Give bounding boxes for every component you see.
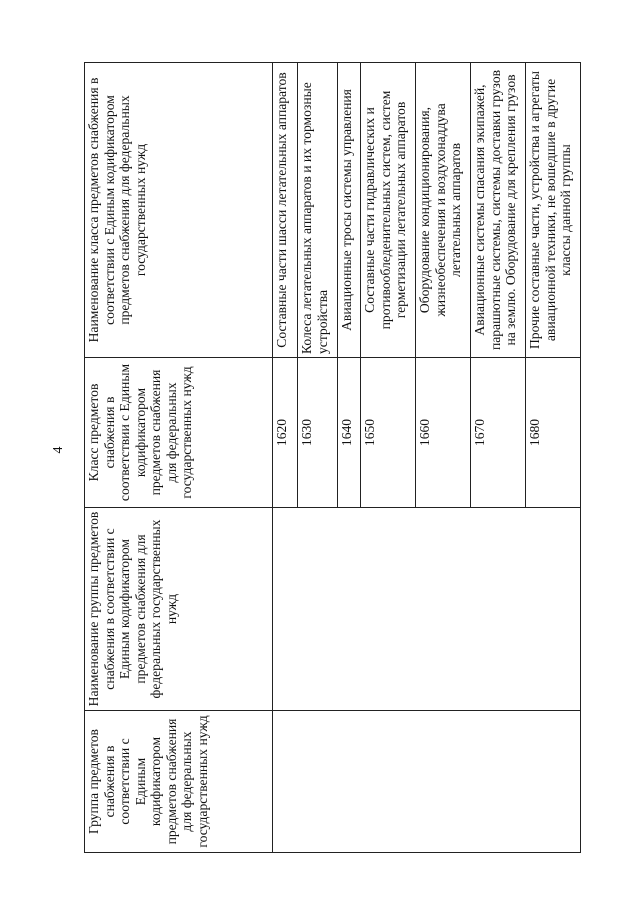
header-group: Группа предметов снабжения в соответствии с Единым кодификатором предметов снабжения для федеральных государственных нужд <box>85 711 273 853</box>
table-header-row <box>85 63 273 853</box>
class-name: Составные части гидравлических и противообледенительных систем, систем герметизации летательных аппаратов <box>361 63 416 358</box>
class-code: 1660 <box>416 358 471 508</box>
header-class-name: Наименование класса предметов снабжения в соответствии с Единым кодификатором предметов снабжения для федеральных государственных нужд <box>85 63 273 358</box>
header-group-name: Наименование группы предметов снабжения в соответствии с Единым кодификатором предметов снабжения для федеральных государственных нужд <box>85 508 273 711</box>
class-code: 1640 <box>338 358 361 508</box>
class-code: 1670 <box>471 358 526 508</box>
class-name: Колеса летательных аппаратов и их тормозные устройства <box>298 63 338 358</box>
class-code: 1680 <box>526 358 581 508</box>
header-class: Класс предметов снабжения в соответствии с Единым кодификатором предметов снабжения для федеральных государственных нужд <box>85 358 273 508</box>
table-row <box>273 63 298 853</box>
supply-classification-table <box>84 62 581 853</box>
class-code: 1650 <box>361 358 416 508</box>
group-name-cell <box>273 508 581 711</box>
class-name: Оборудование кондиционирования, жизнеобеспечения и воздухонаддува летательных аппаратов <box>416 63 471 358</box>
class-name: Авиационные системы спасания экипажей, парашютные системы, системы доставки грузов на землю. Оборудование для крепления грузов <box>471 63 526 358</box>
group-cell <box>273 711 581 853</box>
class-name: Авиационные тросы системы управления <box>338 63 361 358</box>
class-name: Составные части шасси летательных аппаратов <box>273 63 298 358</box>
class-code: 1630 <box>298 358 338 508</box>
class-name: Прочие составные части, устройства и агрегаты авиационной техники, не вошедшие в другие классы данной группы <box>526 63 581 358</box>
rotated-table-container <box>84 63 573 853</box>
page-number: 4 <box>51 446 66 454</box>
class-code: 1620 <box>273 358 298 508</box>
